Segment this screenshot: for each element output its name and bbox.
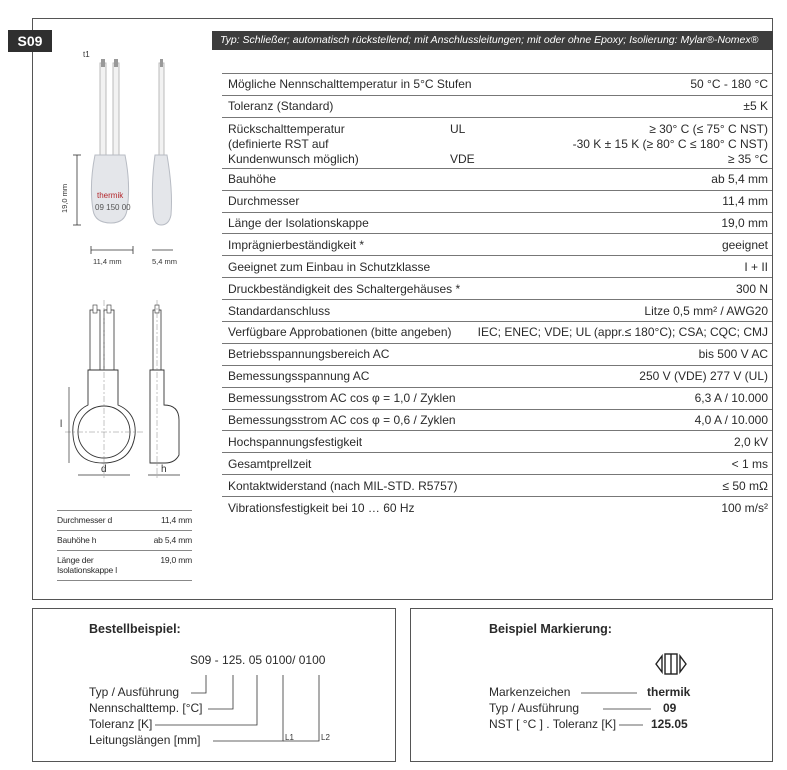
spec-row [222,278,772,300]
order-leader-lines [33,609,395,761]
spec-label: Hochspannungsfestigkeit [228,434,363,449]
dimension-label: Länge der Isolationskappe l [57,555,117,575]
marking-example-box [410,608,773,762]
spec-label: Vibrationsfestigkeit bei 10 … 60 Hz [228,500,415,515]
dimension-value: 19,0 mm [160,555,192,565]
spec-value: bis 500 V AC [698,347,768,362]
spec-row [222,344,772,366]
spec-value: 4,0 A / 10.000 [694,413,768,428]
spec-value: 250 V (VDE) 277 V (UL) [639,369,768,384]
spec-label: Bemessungsstrom AC cos φ = 0,6 / Zyklen [228,413,456,428]
spec-label: Kontaktwiderstand (nach MIL-STD. R5757) [228,478,458,493]
spec-row [222,169,772,191]
reset-labels [228,122,359,167]
photo-brand-text: thermik [97,191,124,200]
spec-row-reset-temperature [222,118,772,169]
dimension-row [57,530,192,550]
spec-label: Imprägnierbeständigkeit * [228,237,365,252]
marking-line-brand: Markenzeichen [489,685,571,699]
spec-label: Durchmesser [228,194,300,209]
spec-value: 50 °C - 180 °C [690,77,768,92]
marking-leader-lines [411,609,772,761]
marking-value-brand: thermik [647,685,691,699]
spec-label: Toleranz (Standard) [228,99,334,114]
spec-label: Bemessungsstrom AC cos φ = 1,0 / Zyklen [228,391,456,406]
marking-line-type: Typ / Ausführung [489,701,580,715]
product-code-tab: S09 [8,30,52,52]
reset-values [573,122,768,167]
reset-label: (definierte RST auf [228,136,329,151]
spec-row [222,256,772,278]
order-code: S09 - 125. 05 0100/ 0100 [190,653,326,667]
drawing-label-h: h [161,464,167,475]
drawing-label-l: l [60,419,63,430]
order-title: Bestellbeispiel: [89,622,181,636]
spec-row [222,453,772,475]
order-line-lead-length: Leitungslängen [mm] [89,733,201,747]
spec-label: Gesamtprellzeit [228,456,312,471]
spec-label: Standardanschluss [228,303,331,318]
spec-value: 300 N [735,281,768,296]
dimension-row [57,550,192,581]
spec-value: ±5 K [743,99,768,114]
technical-drawing [55,295,195,490]
photo-dim-width: 11,4 mm [93,257,122,266]
reset-standard: VDE [450,151,475,166]
spec-value: I + II [744,259,768,274]
spec-row [222,191,772,213]
dimension-label: Durchmesser d [57,515,113,525]
dimension-value: ab 5,4 mm [153,535,192,545]
photo-part-text: 09 150 00 [95,203,131,212]
photo-dim-height: 19,0 mm [60,183,69,213]
marking-title: Beispiel Markierung: [489,622,612,636]
spec-label: Betriebsspannungsbereich AC [228,347,390,362]
reset-label: Kundenwunsch möglich) [228,151,359,166]
dimension-table [57,510,192,581]
spec-row [222,96,772,118]
order-example-box [32,608,396,762]
spec-value: 19,0 mm [721,216,768,230]
photo-dim-thickness: 5,4 mm [152,257,178,266]
order-label-l1: L1 [285,733,294,742]
marking-value-type: 09 [663,701,677,715]
spec-row [222,366,772,388]
product-photo [55,45,195,275]
spec-value: 11,4 mm [722,194,768,209]
spec-label: Länge der Isolationskappe [228,216,369,230]
photo-label-t1: t1 [83,50,90,59]
spec-value: < 1 ms [731,456,768,471]
spec-value: Litze 0,5 mm² / AWG20 [644,303,768,318]
order-line-tolerance: Toleranz [K] [89,717,153,731]
spec-label: Geeignet zum Einbau in Schutzklasse [228,259,431,274]
reset-value: ≥ 35 °C [727,151,768,166]
spec-value: ≤ 50 mΩ [722,478,768,493]
spec-row [222,388,772,410]
spec-label: Druckbeständigkeit des Schaltergehäuses * [228,281,461,296]
order-line-type: Typ / Ausführung [89,685,180,699]
drawing-label-d: d [101,464,107,475]
spec-label: Mögliche Nennschalttemperatur in 5°C Stufen [228,77,472,92]
reset-label: Rückschalttemperatur [228,121,345,136]
marking-line-nst: NST [ °C ] . Toleranz [K] [489,717,617,731]
spec-row [222,213,772,235]
dimension-label: Bauhöhe h [57,535,97,545]
marking-value-nst: 125.05 [651,717,688,731]
spec-label: Bauhöhe [228,172,277,187]
reset-value: ≥ 30° C (≤ 75° C NST) [649,121,768,136]
spec-row [222,73,772,96]
spec-value: IEC; ENEC; VDE; UL (appr.≤ 180°C); CSA; CQC; CMJ [477,325,768,340]
spec-value: 100 m/s² [721,500,768,515]
spec-row [222,410,772,432]
spec-value: 6,3 A / 10.000 [694,391,768,406]
spec-row [222,300,772,322]
reset-standard: UL [450,121,466,136]
dimension-value: 11,4 mm [160,515,192,525]
spec-value: ab 5,4 mm [711,172,768,187]
type-description-bar: Typ: Schließer; automatisch rückstellend; mit Anschlussleitungen; mit oder ohne Epoxy; Isolierung: Mylar®-Nomex® [212,31,773,50]
spec-label: Verfügbare Approbationen (bitte angeben) [228,325,452,340]
spec-table [222,73,772,518]
spec-row [222,497,772,518]
dimension-row [57,510,192,530]
spec-row [222,431,772,453]
spec-row [222,475,772,497]
reset-standards [450,122,475,167]
spec-row [222,322,772,344]
spec-value: 2,0 kV [733,434,768,449]
spec-label: Bemessungsspannung AC [228,369,370,384]
order-line-temp: Nennschalttemp. [°C] [89,701,203,715]
order-label-l2: L2 [321,733,330,742]
spec-value: geeignet [721,237,768,252]
spec-row [222,234,772,256]
reset-value: -30 K ± 15 K (≥ 80° C ≤ 180° C NST) [572,136,768,151]
